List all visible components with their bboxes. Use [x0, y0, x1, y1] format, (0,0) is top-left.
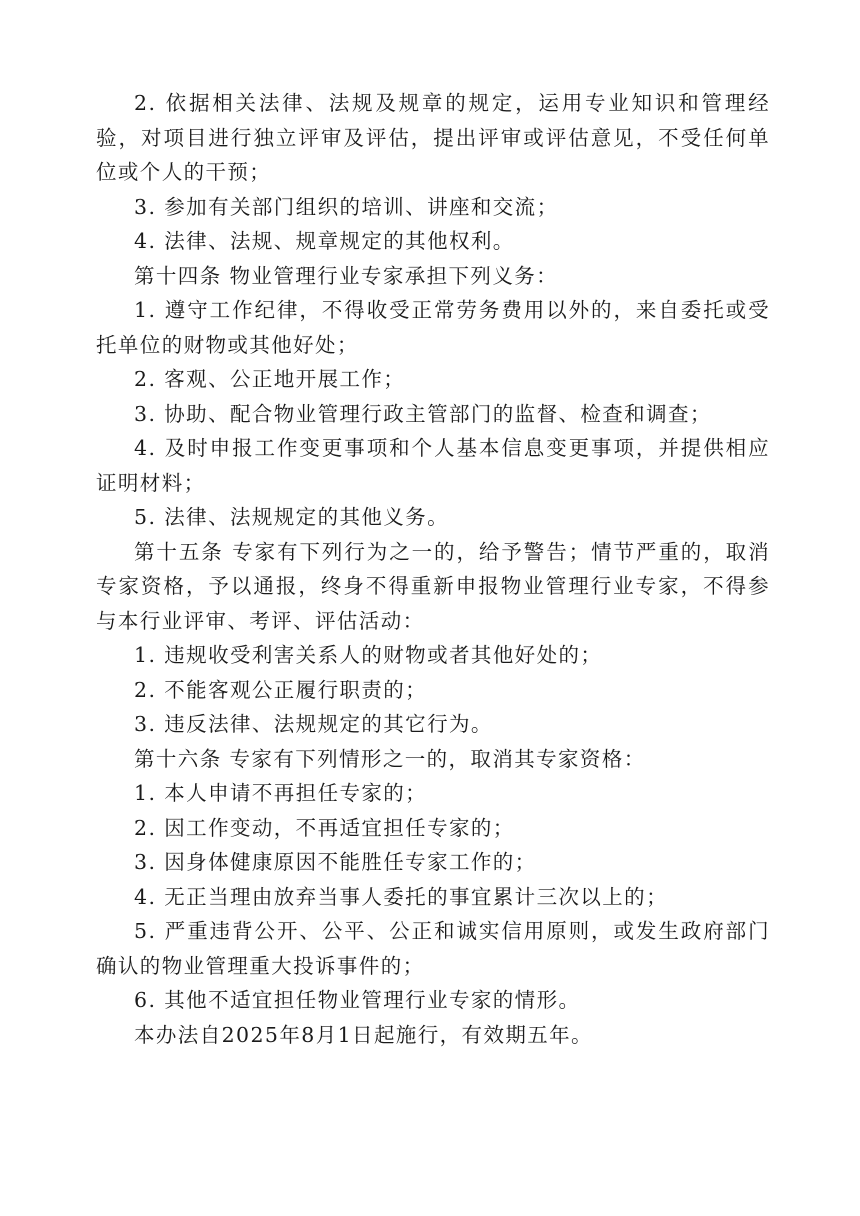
clause-13-item-2: 2. 依据相关法律、法规及规章的规定，运用专业知识和管理经验，对项目进行独立评审及评估，提出评审或评估意见，不受任何单位或个人的干预；	[96, 91, 770, 184]
clause-14-item-5: 5. 法律、法规规定的其他义务。	[134, 505, 449, 529]
clause-13-item-3: 3. 参加有关部门组织的培训、讲座和交流；	[134, 194, 559, 219]
clause-16-item-4: 4. 无正当理由放弃当事人委托的事宜累计三次以上的；	[134, 884, 668, 909]
clause-15-item-2: 2. 不能客观公正履行职责的；	[134, 677, 428, 702]
clause-15-heading: 第十五条 专家有下列行为之一的，给予警告；情节严重的，取消专家资格，予以通报，终身不得重新申报物业管理行业专家，不得参与本行业评审、考评、评估活动：	[96, 539, 770, 633]
clause-16-heading: 第十六条 专家有下列情形之一的，取消其专家资格：	[134, 746, 646, 771]
clause-13-item-4: 4. 法律、法规、规章规定的其他权利。	[134, 229, 515, 253]
clause-14-item-1: 1. 遵守工作纪律，不得收受正常劳务费用以外的，来自委托或受托单位的财物或其他好处；	[96, 298, 770, 357]
clause-16-item-5: 5. 严重违背公开、公平、公正和诚实信用原则，或发生政府部门确认的物业管理重大投诉事件的；	[96, 919, 770, 978]
clause-15-item-1: 1. 违规收受利害关系人的财物或者其他好处的；	[134, 643, 603, 667]
clause-16-item-1: 1. 本人申请不再担任专家的；	[134, 781, 428, 805]
clause-14-item-4: 4. 及时申报工作变更事项和个人基本信息变更事项，并提供相应证明材料；	[96, 436, 770, 495]
clause-16-item-3: 3. 因身体健康原因不能胜任专家工作的；	[134, 850, 537, 874]
clause-14-item-3: 3. 协助、配合物业管理行政主管部门的监督、检查和调查；	[134, 401, 712, 426]
effective-date-statement: 本办法自2025年8月1日起施行，有效期五年。	[134, 1022, 593, 1047]
clause-14-item-2: 2. 客观、公正地开展工作；	[134, 367, 406, 391]
clause-16-item-2: 2. 因工作变动，不再适宜担任专家的；	[134, 815, 515, 840]
clause-14-heading: 第十四条 物业管理行业专家承担下列义务：	[134, 263, 559, 288]
clause-15-item-3: 3. 违反法律、法规规定的其它行为。	[134, 712, 493, 736]
clause-16-item-6: 6. 其他不适宜担任物业管理行业专家的情形。	[134, 988, 581, 1012]
